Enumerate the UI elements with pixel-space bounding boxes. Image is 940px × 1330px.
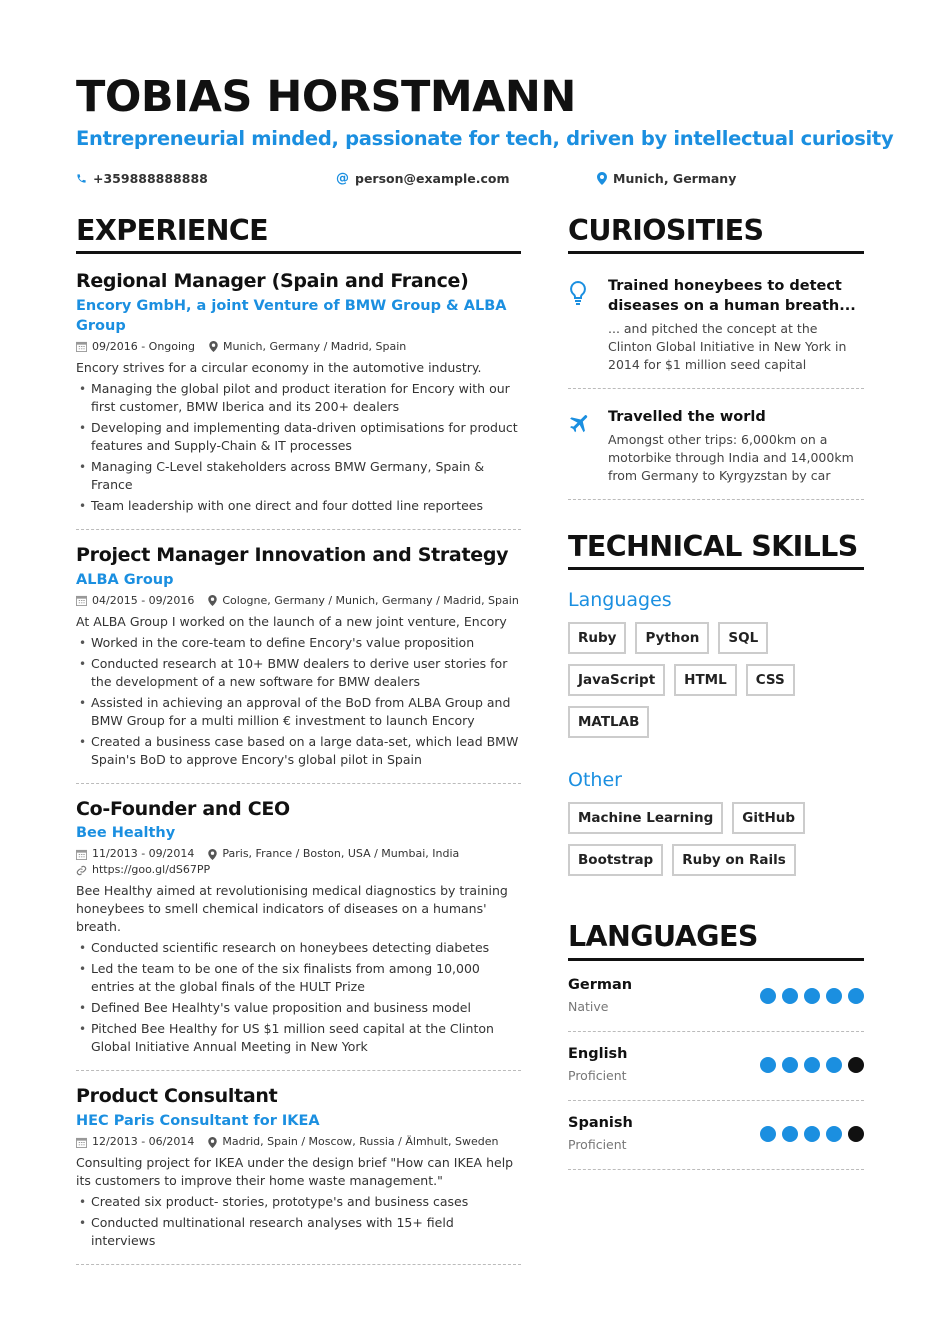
experience-heading: EXPERIENCE bbox=[76, 214, 521, 254]
job-location-text: Madrid, Spain / Moscow, Russia / Älmhult, Sweden bbox=[222, 1135, 499, 1149]
skills-tags bbox=[568, 802, 864, 876]
job-company: ALBA Group bbox=[76, 571, 174, 588]
email-address[interactable]: person@example.com bbox=[355, 171, 510, 186]
map-pin-icon bbox=[597, 172, 607, 185]
rating-dot-filled bbox=[848, 988, 864, 1004]
job-entry bbox=[76, 1085, 521, 1265]
curiosity-description: ... and pitched the concept at the Clinton Global Initiative in New York in 2014 for $1 million seed capital bbox=[608, 321, 847, 373]
job-title: Project Manager Innovation and Strategy bbox=[76, 543, 509, 566]
job-dates-text: 11/2013 - 09/2014 bbox=[92, 847, 195, 861]
job-title: Co-Founder and CEO bbox=[76, 797, 290, 820]
job-location-text: Cologne, Germany / Munich, Germany / Madrid, Spain bbox=[222, 593, 519, 607]
rating-dot-filled bbox=[804, 1057, 820, 1073]
language-level: Proficient bbox=[568, 1067, 627, 1083]
language-row bbox=[568, 1101, 864, 1170]
language-name: English bbox=[568, 1045, 628, 1062]
list-item: • Defined Bee Healhty's value proposition and business model bbox=[79, 1000, 471, 1016]
job-bullets bbox=[76, 939, 521, 1056]
list-item: • Conducted research at 10+ BMW dealers to derive user stories for the development of a new software for BMW dealers bbox=[79, 655, 508, 689]
job-location bbox=[208, 846, 459, 862]
language-rating bbox=[760, 1057, 864, 1073]
phone-number[interactable]: +359888888888 bbox=[93, 171, 208, 186]
link-icon bbox=[76, 865, 87, 876]
contact-phone bbox=[76, 171, 208, 186]
job-meta bbox=[76, 593, 521, 609]
list-item: • Managing C-Level stakeholders across BMW Germany, Spain & France bbox=[79, 458, 485, 492]
language-rating bbox=[760, 988, 864, 1004]
curiosity-description: Amongst other trips: 6,000km on a motorbike through India and 14,000km from Germany to Kyrgyzstan by car bbox=[608, 432, 854, 484]
job-meta bbox=[76, 846, 521, 862]
job-dates-text: 04/2015 - 09/2016 bbox=[92, 593, 195, 607]
skills-tags bbox=[568, 622, 864, 738]
job-description: At ALBA Group I worked on the launch of a new joint venture, Encory bbox=[76, 613, 507, 629]
job-location bbox=[208, 1134, 498, 1150]
resume-name: TOBIAS HORSTMANN bbox=[76, 72, 576, 122]
language-row bbox=[568, 961, 864, 1032]
list-item: • Team leadership with one direct and four dotted line reportees bbox=[79, 497, 484, 513]
curiosity-item bbox=[568, 254, 864, 389]
curiosity-title: Travelled the world bbox=[608, 409, 766, 426]
rating-dot-filled bbox=[804, 1126, 820, 1142]
language-row bbox=[568, 1032, 864, 1101]
calendar-icon bbox=[76, 849, 87, 860]
language-name: German bbox=[568, 976, 633, 993]
skill-tag: Ruby on Rails bbox=[672, 844, 796, 876]
list-item: • Assisted in achieving an approval of the BoD from ALBA Group and BMW Group for a multi million € investment to launch Encory bbox=[79, 694, 511, 728]
map-pin-icon bbox=[208, 1137, 217, 1148]
job-meta bbox=[76, 339, 521, 355]
rating-dot-filled bbox=[760, 1057, 776, 1073]
languages-section bbox=[568, 920, 864, 1169]
list-item: • Conducted multinational research analyses with 15+ field interviews bbox=[79, 1215, 454, 1249]
job-bullets bbox=[76, 1193, 521, 1250]
curiosity-item bbox=[568, 389, 864, 500]
curiosities-heading: CURIOSITIES bbox=[568, 214, 864, 254]
rating-dot-filled bbox=[760, 988, 776, 1004]
job-company: Bee Healthy bbox=[76, 825, 176, 842]
job-location-text: Munich, Germany / Madrid, Spain bbox=[223, 339, 407, 353]
job-dates bbox=[76, 1134, 194, 1150]
rating-dot-filled bbox=[826, 988, 842, 1004]
job-location-text: Paris, France / Boston, USA / Mumbai, India bbox=[222, 847, 460, 861]
language-level: Proficient bbox=[568, 1136, 627, 1152]
calendar-icon bbox=[76, 1137, 87, 1148]
list-item: • Led the team to be one of the six finalists from among 10,000 entries at the global finals of the HULT Prize bbox=[79, 961, 480, 995]
job-location bbox=[209, 339, 406, 355]
job-link[interactable] bbox=[76, 862, 521, 878]
rating-dot-filled bbox=[782, 988, 798, 1004]
contact-location bbox=[597, 171, 736, 186]
map-pin-icon bbox=[208, 849, 217, 860]
job-description: Consulting project for IKEA under the design brief "How can IKEA help its customers to improve their home waste management." bbox=[76, 1155, 514, 1189]
skill-tag: CSS bbox=[746, 664, 795, 696]
rating-dot-filled bbox=[826, 1057, 842, 1073]
phone-icon bbox=[76, 173, 87, 184]
list-item: • Developing and implementing data-driven optimisations for product features and Supply-Chain & IT processes bbox=[79, 419, 518, 453]
job-dates bbox=[76, 339, 195, 355]
skills-heading: TECHNICAL SKILLS bbox=[568, 530, 864, 570]
rating-dot-filled bbox=[760, 1126, 776, 1142]
language-level: Native bbox=[568, 998, 609, 1014]
job-dates bbox=[76, 846, 194, 862]
skill-tag: Python bbox=[635, 622, 709, 654]
job-dates bbox=[76, 593, 194, 609]
language-rating bbox=[760, 1126, 864, 1142]
map-pin-icon bbox=[208, 595, 217, 606]
job-dates-text: 12/2013 - 06/2014 bbox=[92, 1135, 195, 1149]
experience-section bbox=[76, 214, 521, 1265]
job-title: Product Consultant bbox=[76, 1085, 278, 1108]
skill-tag: Machine Learning bbox=[568, 802, 723, 834]
skills-section bbox=[568, 530, 864, 876]
skill-tag: JavaScript bbox=[568, 664, 665, 696]
calendar-icon bbox=[76, 341, 87, 352]
at-icon: @ bbox=[336, 171, 349, 186]
job-link-text[interactable]: https://goo.gl/dS67PP bbox=[92, 863, 211, 877]
resume-tagline: Entrepreneurial minded, passionate for tech, driven by intellectual curiosity bbox=[76, 127, 894, 150]
right-column bbox=[568, 214, 864, 1170]
calendar-icon bbox=[76, 595, 87, 606]
skill-tag: SQL bbox=[718, 622, 768, 654]
lightbulb-icon bbox=[568, 276, 592, 374]
rating-dot-empty bbox=[848, 1126, 864, 1142]
rating-dot-empty bbox=[848, 1057, 864, 1073]
skill-tag: MATLAB bbox=[568, 706, 649, 738]
language-name: Spanish bbox=[568, 1114, 633, 1131]
location-text: Munich, Germany bbox=[613, 171, 737, 186]
rating-dot-filled bbox=[804, 988, 820, 1004]
list-item: • Managing the global pilot and product iteration for Encory with our first customer, BMW Iberica and its 200+ dealers bbox=[79, 380, 510, 414]
job-company: HEC Paris Consultant for IKEA bbox=[76, 1113, 320, 1130]
job-entry bbox=[76, 798, 521, 1072]
rating-dot-filled bbox=[826, 1126, 842, 1142]
job-meta bbox=[76, 1134, 521, 1150]
job-title: Regional Manager (Spain and France) bbox=[76, 270, 469, 293]
skills-group-title: Languages bbox=[568, 589, 672, 612]
airplane-icon bbox=[568, 407, 592, 485]
job-description: Encory strives for a circular economy in the automotive industry. bbox=[76, 359, 482, 375]
skill-tag: HTML bbox=[674, 664, 737, 696]
job-location bbox=[208, 593, 518, 609]
list-item: • Pitched Bee Healthy for US $1 million seed capital at the Clinton Global Initiative Annual Meeting in New York bbox=[79, 1021, 494, 1055]
list-item: • Conducted scientific research on honeybees detecting diabetes bbox=[79, 940, 490, 956]
job-entry bbox=[76, 544, 521, 784]
job-entry bbox=[76, 270, 521, 530]
map-pin-icon bbox=[209, 341, 218, 352]
skill-tag: Ruby bbox=[568, 622, 626, 654]
languages-heading: LANGUAGES bbox=[568, 920, 864, 960]
list-item: • Worked in the core-team to define Encory's value proposition bbox=[79, 634, 475, 650]
rating-dot-filled bbox=[782, 1057, 798, 1073]
job-bullets bbox=[76, 634, 521, 769]
job-description: Bee Healthy aimed at revolutionising medical diagnostics by training honeybees to smell chemical indicators of diseases on a humans' breath. bbox=[76, 883, 508, 935]
rating-dot-filled bbox=[782, 1126, 798, 1142]
job-dates-text: 09/2016 - Ongoing bbox=[92, 339, 196, 353]
skill-tag: GitHub bbox=[732, 802, 805, 834]
skills-group-title: Other bbox=[568, 769, 622, 792]
curiosities-section bbox=[568, 214, 864, 500]
skill-tag: Bootstrap bbox=[568, 844, 663, 876]
job-company: Encory GmbH, a joint Venture of BMW Group & ALBA Group bbox=[76, 297, 507, 334]
contact-email bbox=[336, 171, 510, 186]
list-item: • Created a business case based on a large data-set, which lead BMW Spain's BoD to approve Encory's global pilot in Spain bbox=[79, 733, 519, 767]
curiosity-title: Trained honeybees to detect diseases on a human breath... bbox=[608, 278, 856, 315]
job-bullets bbox=[76, 380, 521, 515]
list-item: • Created six product- stories, prototype's and business cases bbox=[79, 1194, 469, 1210]
